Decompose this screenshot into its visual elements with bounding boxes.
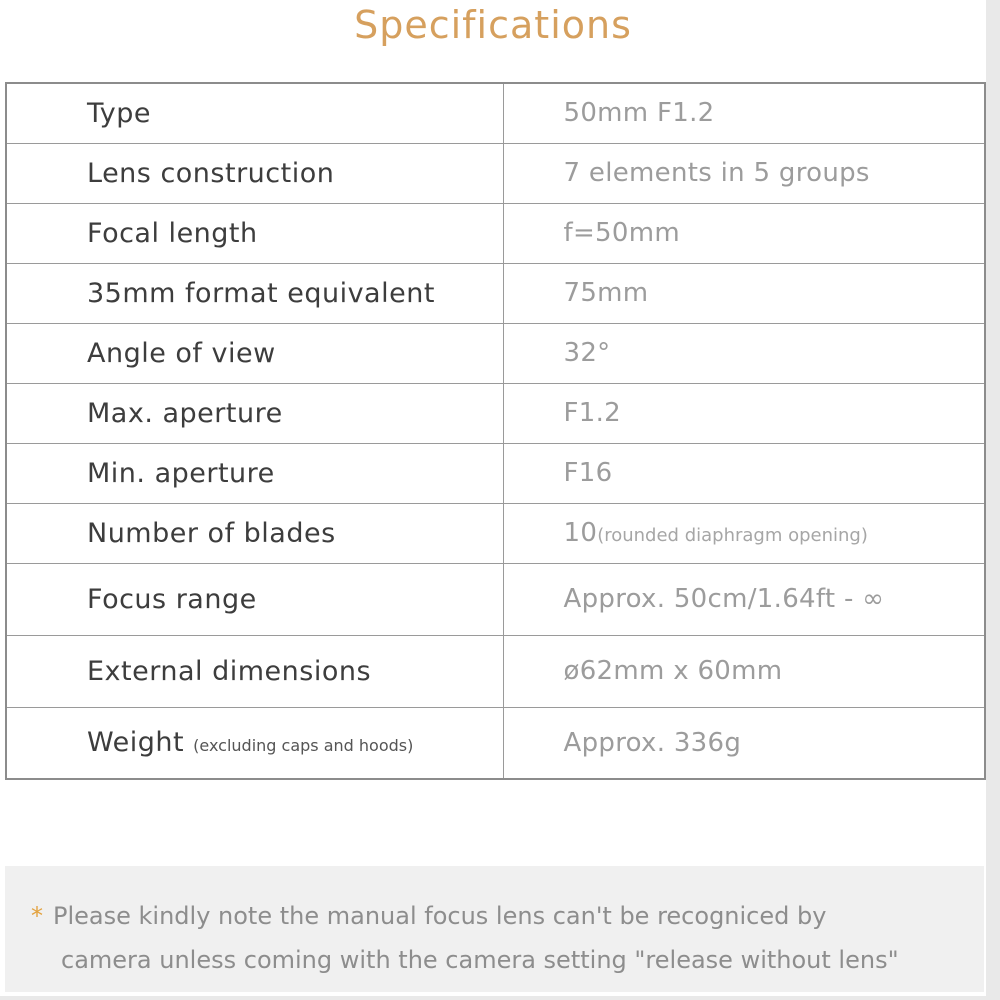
spec-label: Min. aperture	[6, 443, 503, 503]
table-row	[6, 503, 985, 563]
spec-label: Weight	[87, 727, 185, 759]
spec-table	[5, 82, 986, 780]
spec-label: Lens construction	[6, 143, 503, 203]
table-row	[6, 707, 985, 779]
spec-label: Focal length	[6, 203, 503, 263]
table-row	[6, 383, 985, 443]
spec-label-note: (excluding caps and hoods)	[193, 736, 414, 756]
table-row	[6, 143, 985, 203]
asterisk-bullet: *	[31, 902, 43, 930]
spec-label: Type	[6, 83, 503, 143]
spec-value: 32°	[503, 323, 985, 383]
table-row	[6, 635, 985, 707]
spec-value: Approx. 50cm/1.64ft - ∞	[503, 563, 985, 635]
table-row	[6, 263, 985, 323]
table-row	[6, 83, 985, 143]
page-title: Specifications	[354, 3, 632, 47]
spec-value: 50mm F1.2	[503, 83, 985, 143]
notice-line-1: Please kindly note the manual focus lens can't be recogniced by	[53, 902, 827, 930]
spec-value-note: (rounded diaphragm opening)	[597, 525, 868, 546]
spec-value: 75mm	[503, 263, 985, 323]
spec-label: Angle of view	[6, 323, 503, 383]
spec-value: ø62mm x 60mm	[503, 635, 985, 707]
notice-line-2: camera unless coming with the camera setting "release without lens"	[61, 946, 899, 974]
table-row	[6, 203, 985, 263]
spec-label: External dimensions	[6, 635, 503, 707]
spec-value: f=50mm	[503, 203, 985, 263]
spec-label: Max. aperture	[6, 383, 503, 443]
table-row	[6, 323, 985, 383]
spec-value-cell	[503, 503, 985, 563]
table-row	[6, 443, 985, 503]
spec-value: F16	[503, 443, 985, 503]
spec-label-cell	[6, 707, 503, 779]
spec-label: 35mm format equivalent	[6, 263, 503, 323]
spec-label: Focus range	[6, 563, 503, 635]
spec-value: 10	[563, 518, 598, 548]
notice-box	[5, 866, 984, 992]
spec-value: Approx. 336g	[503, 707, 985, 779]
table-row	[6, 563, 985, 635]
spec-value: 7 elements in 5 groups	[503, 143, 985, 203]
spec-value: F1.2	[503, 383, 985, 443]
spec-label: Number of blades	[6, 503, 503, 563]
